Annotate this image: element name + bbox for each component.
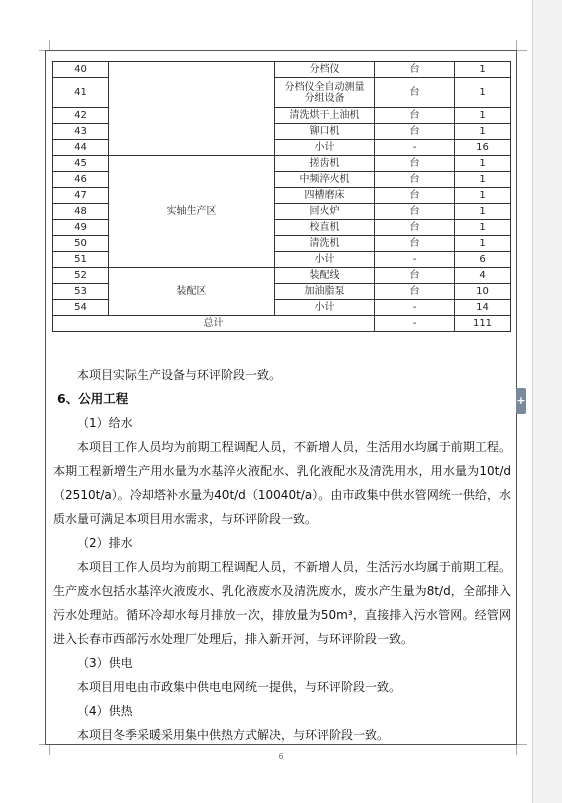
table-row — [53, 156, 511, 172]
equipment-unit: 台 — [375, 62, 455, 78]
row-number: 46 — [53, 172, 109, 188]
equipment-unit: 台 — [375, 236, 455, 252]
equipment-name: 加油脂泵 — [275, 284, 375, 300]
table-row — [53, 62, 511, 78]
page-number: 6 — [278, 752, 284, 761]
row-number: 41 — [53, 78, 109, 108]
subheading-power: （3）供电 — [77, 656, 133, 670]
equipment-unit: 台 — [375, 284, 455, 300]
equipment-unit: 台 — [375, 220, 455, 236]
equipment-qty: 1 — [455, 188, 511, 204]
row-number: 45 — [53, 156, 109, 172]
subheading-drainage: （2）排水 — [77, 536, 133, 550]
equipment-name: 中频淬火机 — [275, 172, 375, 188]
equipment-name: 铆口机 — [275, 124, 375, 140]
equipment-name: 小计 — [275, 252, 375, 268]
equipment-qty: 16 — [455, 140, 511, 156]
equipment-unit: 台 — [375, 172, 455, 188]
equipment-qty: 4 — [455, 268, 511, 284]
equipment-qty: 6 — [455, 252, 511, 268]
equipment-unit: - — [375, 140, 455, 156]
paragraph-drainage: 本项目工作人员均为前期工程调配人员，不新增人员，生活污水均属于前期工程。生产废水包括水基淬火液废水、乳化液废水及清洗废水，废水产生量为8t/d，全部排入污水处理站。循环冷却水每月排放一次，排放量为50m³，直接排入污水管网。经管网进入长春市西部污水处理厂处理后，排入新开河，与环评阶段一致。 — [53, 560, 511, 646]
row-number: 54 — [53, 300, 109, 316]
equipment-name: 搓齿机 — [275, 156, 375, 172]
equipment-name: 分档仪全自动测量分组设备 — [275, 78, 375, 108]
equipment-name: 回火炉 — [275, 204, 375, 220]
equipment-name: 小计 — [275, 300, 375, 316]
equipment-name: 小计 — [275, 140, 375, 156]
expand-plus-icon[interactable]: + — [516, 388, 526, 414]
equipment-name: 装配线 — [275, 268, 375, 284]
row-number: 51 — [53, 252, 109, 268]
row-number: 49 — [53, 220, 109, 236]
paragraph-equipment: 本项目实际生产设备与环评阶段一致。 — [77, 368, 282, 382]
equipment-qty: 14 — [455, 300, 511, 316]
equipment-unit: - — [375, 252, 455, 268]
paragraph-heating: 本项目冬季采暖采用集中供热方式解决，与环评阶段一致。 — [77, 728, 390, 742]
equipment-qty: 1 — [455, 172, 511, 188]
equipment-unit: 台 — [375, 124, 455, 140]
equipment-unit: 台 — [375, 108, 455, 124]
row-number: 50 — [53, 236, 109, 252]
equipment-name: 分档仪 — [275, 62, 375, 78]
equipment-name: 清洗烘干上油机 — [275, 108, 375, 124]
equipment-unit: 台 — [375, 188, 455, 204]
row-number: 47 — [53, 188, 109, 204]
equipment-qty: 1 — [455, 156, 511, 172]
row-number: 48 — [53, 204, 109, 220]
row-number: 53 — [53, 284, 109, 300]
row-number: 42 — [53, 108, 109, 124]
body-text — [53, 363, 511, 747]
table-total-row — [53, 316, 511, 332]
equipment-qty: 1 — [455, 62, 511, 78]
row-number: 43 — [53, 124, 109, 140]
equipment-qty: 10 — [455, 284, 511, 300]
equipment-qty: 1 — [455, 204, 511, 220]
paragraph-power: 本项目用电由市政集中供电电网统一提供，与环评阶段一致。 — [77, 680, 402, 694]
row-number: 52 — [53, 268, 109, 284]
equipment-unit: 台 — [375, 156, 455, 172]
area-cell-shaft: 实轴生产区 — [109, 156, 275, 268]
equipment-name: 校直机 — [275, 220, 375, 236]
subheading-water-supply: （1）给水 — [77, 416, 133, 430]
equipment-name: 清洗机 — [275, 236, 375, 252]
equipment-table — [52, 61, 511, 332]
equipment-qty: 1 — [455, 78, 511, 108]
equipment-name: 四槽磨床 — [275, 188, 375, 204]
equipment-unit: 台 — [375, 78, 455, 108]
equipment-qty: 1 — [455, 108, 511, 124]
equipment-unit: - — [375, 300, 455, 316]
paragraph-water-supply: 本项目工作人员均为前期工程调配人员，不新增人员，生活用水均属于前期工程。本期工程新增生产用水量为水基淬火液配水、乳化液配水及清洗用水，用水量为10t/d（2510t/a）。冷却塔补水量为40t/d（10040t/a）。由市政集中供水管网统一供给，水质水量可满足本项目用水需求，与环评阶段一致。 — [53, 440, 511, 526]
equipment-qty: 1 — [455, 220, 511, 236]
equipment-qty: 1 — [455, 236, 511, 252]
area-cell-assembly: 装配区 — [109, 268, 275, 316]
total-label: 总计 — [53, 316, 375, 332]
row-number: 40 — [53, 62, 109, 78]
crop-mark-top-right — [516, 40, 527, 51]
equipment-unit: 台 — [375, 268, 455, 284]
equipment-unit: 台 — [375, 204, 455, 220]
equipment-qty: 1 — [455, 124, 511, 140]
section-heading-public-works: 6、公用工程 — [57, 391, 129, 406]
total-unit: - — [375, 316, 455, 332]
area-cell-prev — [109, 62, 275, 156]
total-qty: 111 — [455, 316, 511, 332]
row-number: 44 — [53, 140, 109, 156]
table-row — [53, 268, 511, 284]
subheading-heating: （4）供热 — [77, 704, 133, 718]
